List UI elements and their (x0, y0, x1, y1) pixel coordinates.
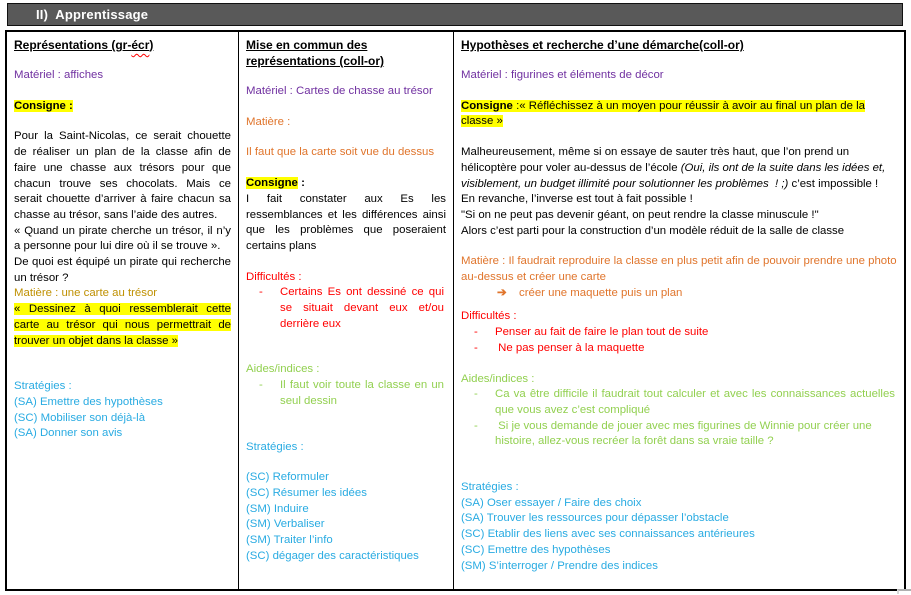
story-text: Malheureusement, même si on essaye de sauter très haut, que l’on prend un hélicoptère pour voler au-dessus de l’école (461, 146, 850, 174)
question-paragraph: De quoi est équipé un pirate qui recherche un trésor ? (14, 256, 231, 284)
story-text-italic: (Oui, ils ont de la suite dans les idées et, visiblement, un budget illimité pour solutionner les problèmes ! ;) (461, 161, 886, 190)
aides-label: Aides/indices : (246, 363, 320, 376)
bullet-dash: - (474, 419, 478, 432)
consigne-highlight-paragraph (14, 302, 231, 349)
strategies-label: Stratégies : (246, 440, 304, 453)
materiel-line: Matériel : figurines et éléments de décor (461, 69, 664, 81)
strategy-item: (SA) Oser essayer / Faire des choix (461, 496, 642, 509)
arrow-icon: ➔ (497, 286, 507, 299)
aide-item (246, 378, 446, 409)
column-title: Mise en commun des représentations (coll-or) (246, 38, 385, 68)
strategy-item: (SA) Emettre des hypothèses (14, 395, 163, 408)
bullet-dash: - (259, 379, 263, 392)
aide-text: Si je vous demande de jouer avec mes figurines de Winnie pour créer une histoire, allez-vous recréer la forêt dans sa vraie taille ? (495, 419, 872, 448)
difficultes-label: Difficultés : (461, 310, 517, 323)
strategy-item: (SC) Mobiliser son déjà-là (14, 411, 146, 424)
difficulte-item (461, 341, 897, 357)
strategy-item: (SA) Trouver les ressources pour dépasser l’obstacle (461, 512, 729, 525)
story-paragraph (461, 145, 897, 192)
strategy-item: (SM) S’interroger / Prendre des indices (461, 559, 658, 572)
consigne-label-line (246, 176, 446, 192)
section-header-bar (7, 3, 903, 26)
section-title: II) Apprentissage (36, 7, 149, 22)
quote-paragraph: « Quand un pirate cherche un trésor, il n’y a personne pour lui dire où il se trouve ». (14, 224, 231, 253)
strategies-label: Stratégies : (14, 380, 72, 393)
strategy-item: (SM) Verbaliser (246, 518, 325, 531)
strategy-item: (SM) Induire (246, 502, 309, 515)
consigne-colon: : (297, 177, 305, 190)
consigne-line (461, 99, 897, 130)
strategy-item: (SC) dégager des caractéristiques (246, 549, 419, 562)
title-text: ) (149, 38, 154, 52)
column-title: Hypothèses et recherche d’une démarche(coll-or) (461, 38, 744, 52)
story-text: c’est impossible ! (788, 177, 879, 190)
difficulte-item (246, 285, 446, 332)
matiere-text: Il faut que la carte soit vue du dessus (246, 146, 435, 159)
matiere-line: Matière : Il faudrait reproduire la classe en plus petit afin de pouvoir prendre une photo au-dessus et créer une carte (461, 255, 897, 284)
aide-item (461, 387, 897, 418)
consigne-label-line (14, 99, 231, 115)
strategy-item: (SC) Résumer les idées (246, 486, 367, 499)
bullet-dash: - (474, 326, 478, 339)
consigne-label: Consigne (246, 177, 298, 190)
matiere-sub-text: créer une maquette puis un plan (519, 286, 683, 299)
consigne-body: I fait constater aux Es les ressemblances et les différences ainsi que les problèmes que poseraient certains plans (246, 192, 446, 252)
story-paragraph: En revanche, l’inverse est tout à fait possible ! (461, 193, 693, 206)
strategy-item: (SC) Etablir des liens avec ses connaissances antérieures (461, 528, 755, 541)
aide-text: Il faut voir toute la classe en un seul dessin (280, 379, 444, 407)
title-text-spellcheck-wavy: écr (131, 38, 150, 52)
matiere-label: Matière : (246, 115, 291, 128)
consigne-paragraph: Pour la Saint-Nicolas, ce serait chouette de réaliser un plan de la classe afin de faire une chasse aux trésors pour que chacun trouve ses chocolats. Mais ce serait chouette d’arriver à faire chacun sa chasse au trésor, sans l’aide des autres. (14, 130, 231, 221)
aide-text: Ca va être difficile il faudrait tout calculer et avec les connaissances actuelles que vous avez c’est compliqué (495, 388, 895, 416)
materiel-line: Matériel : Cartes de chasse au trésor (246, 85, 433, 97)
strategy-item: (SC) Reformuler (246, 471, 329, 484)
difficulte-text: Penser au fait de faire le plan tout de suite (495, 326, 709, 339)
bullet-dash: - (474, 341, 478, 354)
difficultes-label: Difficultés : (246, 270, 302, 283)
title-text: Représentations (gr- (14, 38, 132, 52)
bullet-dash: - (474, 388, 478, 401)
consigne-text: :« Réfléchissez à un moyen pour réussir à avoir au final un plan de la classe » (461, 99, 865, 128)
difficulte-text: Certains Es ont dessiné ce qui se situait devant eux et/ou derrière eux (280, 286, 444, 330)
bullet-dash: - (259, 286, 263, 299)
story-paragraph: Alors c’est parti pour la construction d’un modèle réduit de la salle de classe (461, 224, 845, 237)
column-mise-en-commun (239, 32, 454, 589)
difficulte-text: Ne pas penser à la maquette (495, 341, 645, 354)
consigne-label: Consigne : (14, 99, 73, 112)
matiere-line: Matière : une carte au trésor (14, 287, 158, 300)
column-representations (7, 32, 239, 589)
materiel-line: Matériel : affiches (14, 69, 104, 81)
lesson-table (5, 30, 906, 591)
consigne-label: Consigne (461, 99, 513, 112)
story-paragraph: "Si on ne peut pas devenir géant, on peut rendre la classe minuscule !" (461, 208, 819, 221)
column-hypotheses (454, 32, 904, 589)
strategy-item: (SA) Donner son avis (14, 427, 123, 440)
difficulte-item (461, 325, 897, 341)
consigne-text: « Dessinez à quoi ressemblerait cette carte au trésor qui nous permettrait de trouver un objet dans la classe » (14, 303, 231, 347)
strategy-item: (SC) Emettre des hypothèses (461, 543, 611, 556)
aide-item (461, 419, 897, 450)
aides-label: Aides/indices : (461, 372, 535, 385)
strategies-label: Stratégies : (461, 481, 519, 494)
column-title (14, 37, 231, 53)
next-page-corner-mark (897, 589, 911, 594)
strategy-item: (SM) Traiter l’info (246, 534, 333, 547)
matiere-arrow-line (461, 286, 897, 302)
